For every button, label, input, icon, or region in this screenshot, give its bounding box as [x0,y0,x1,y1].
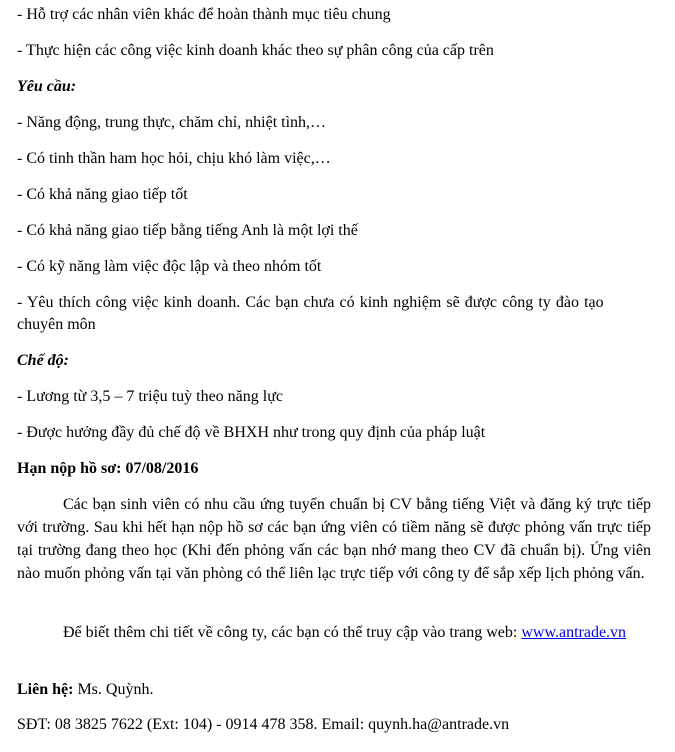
requirement-item: - Có kỹ năng làm việc độc lập và theo nhóm tốt [17,258,322,275]
responsibility-item: - Hỗ trợ các nhân viên khác để hoàn thành mục tiêu chung [17,6,391,23]
benefit-item: - Lương từ 3,5 – 7 triệu tuỳ theo năng lực [17,388,283,405]
more-info-text: Để biết thêm chi tiết về công ty, các bạn có thể truy cập vào trang web: [63,624,518,641]
requirements-heading: Yêu cầu: [17,78,77,95]
requirement-item: - Có khả năng giao tiếp bằng tiếng Anh là một lợi thế [17,222,358,239]
phone-email-line: SĐT: 08 3825 7622 (Ext: 104) - 0914 478 358. Email: quynh.ha@antrade.vn [17,716,510,733]
more-info-paragraph [17,621,651,644]
benefit-item: - Được hưởng đầy đủ chế độ về BHXH như trong quy định của pháp luật [17,424,486,441]
requirement-item-continuation: chuyên môn [17,316,96,333]
requirement-item: - Có khả năng giao tiếp tốt [17,186,188,203]
responsibility-item: - Thực hiện các công việc kinh doanh khác theo sự phân công của cấp trên [17,42,494,59]
contact-line [17,679,153,701]
contact-name: Ms. Quỳnh. [77,681,154,698]
requirement-item: - Có tinh thần ham học hỏi, chịu khó làm việc,… [17,150,331,167]
requirement-item: - Yêu thích công việc kinh doanh. Các bạn chưa có kinh nghiệm sẽ được công ty đào tạo [17,294,604,311]
benefits-heading: Chế độ: [17,352,69,369]
application-paragraph: Các bạn sinh viên có nhu cầu ứng tuyển chuẩn bị CV bằng tiếng Việt và đăng ký trực tiếp với trường. Sau khi hết hạn nộp hồ sơ các bạn ứng viên có tiềm năng sẽ được phỏng vấn trực tiếp tại trường đang theo học (Khi đến phỏng vấn các bạn nhớ mang theo CV đã chuẩn bị). Ứng viên nào muốn phỏng vấn tại văn phòng có thể liên lạc trực tiếp với công ty để sắp xếp lịch phỏng vấn. [17,496,651,582]
requirement-item: - Năng động, trung thực, chăm chỉ, nhiệt tình,… [17,114,327,131]
website-link[interactable]: www.antrade.vn [521,624,627,641]
deadline-line: Hạn nộp hồ sơ: 07/08/2016 [17,460,199,477]
contact-label: Liên hệ: [17,681,74,698]
